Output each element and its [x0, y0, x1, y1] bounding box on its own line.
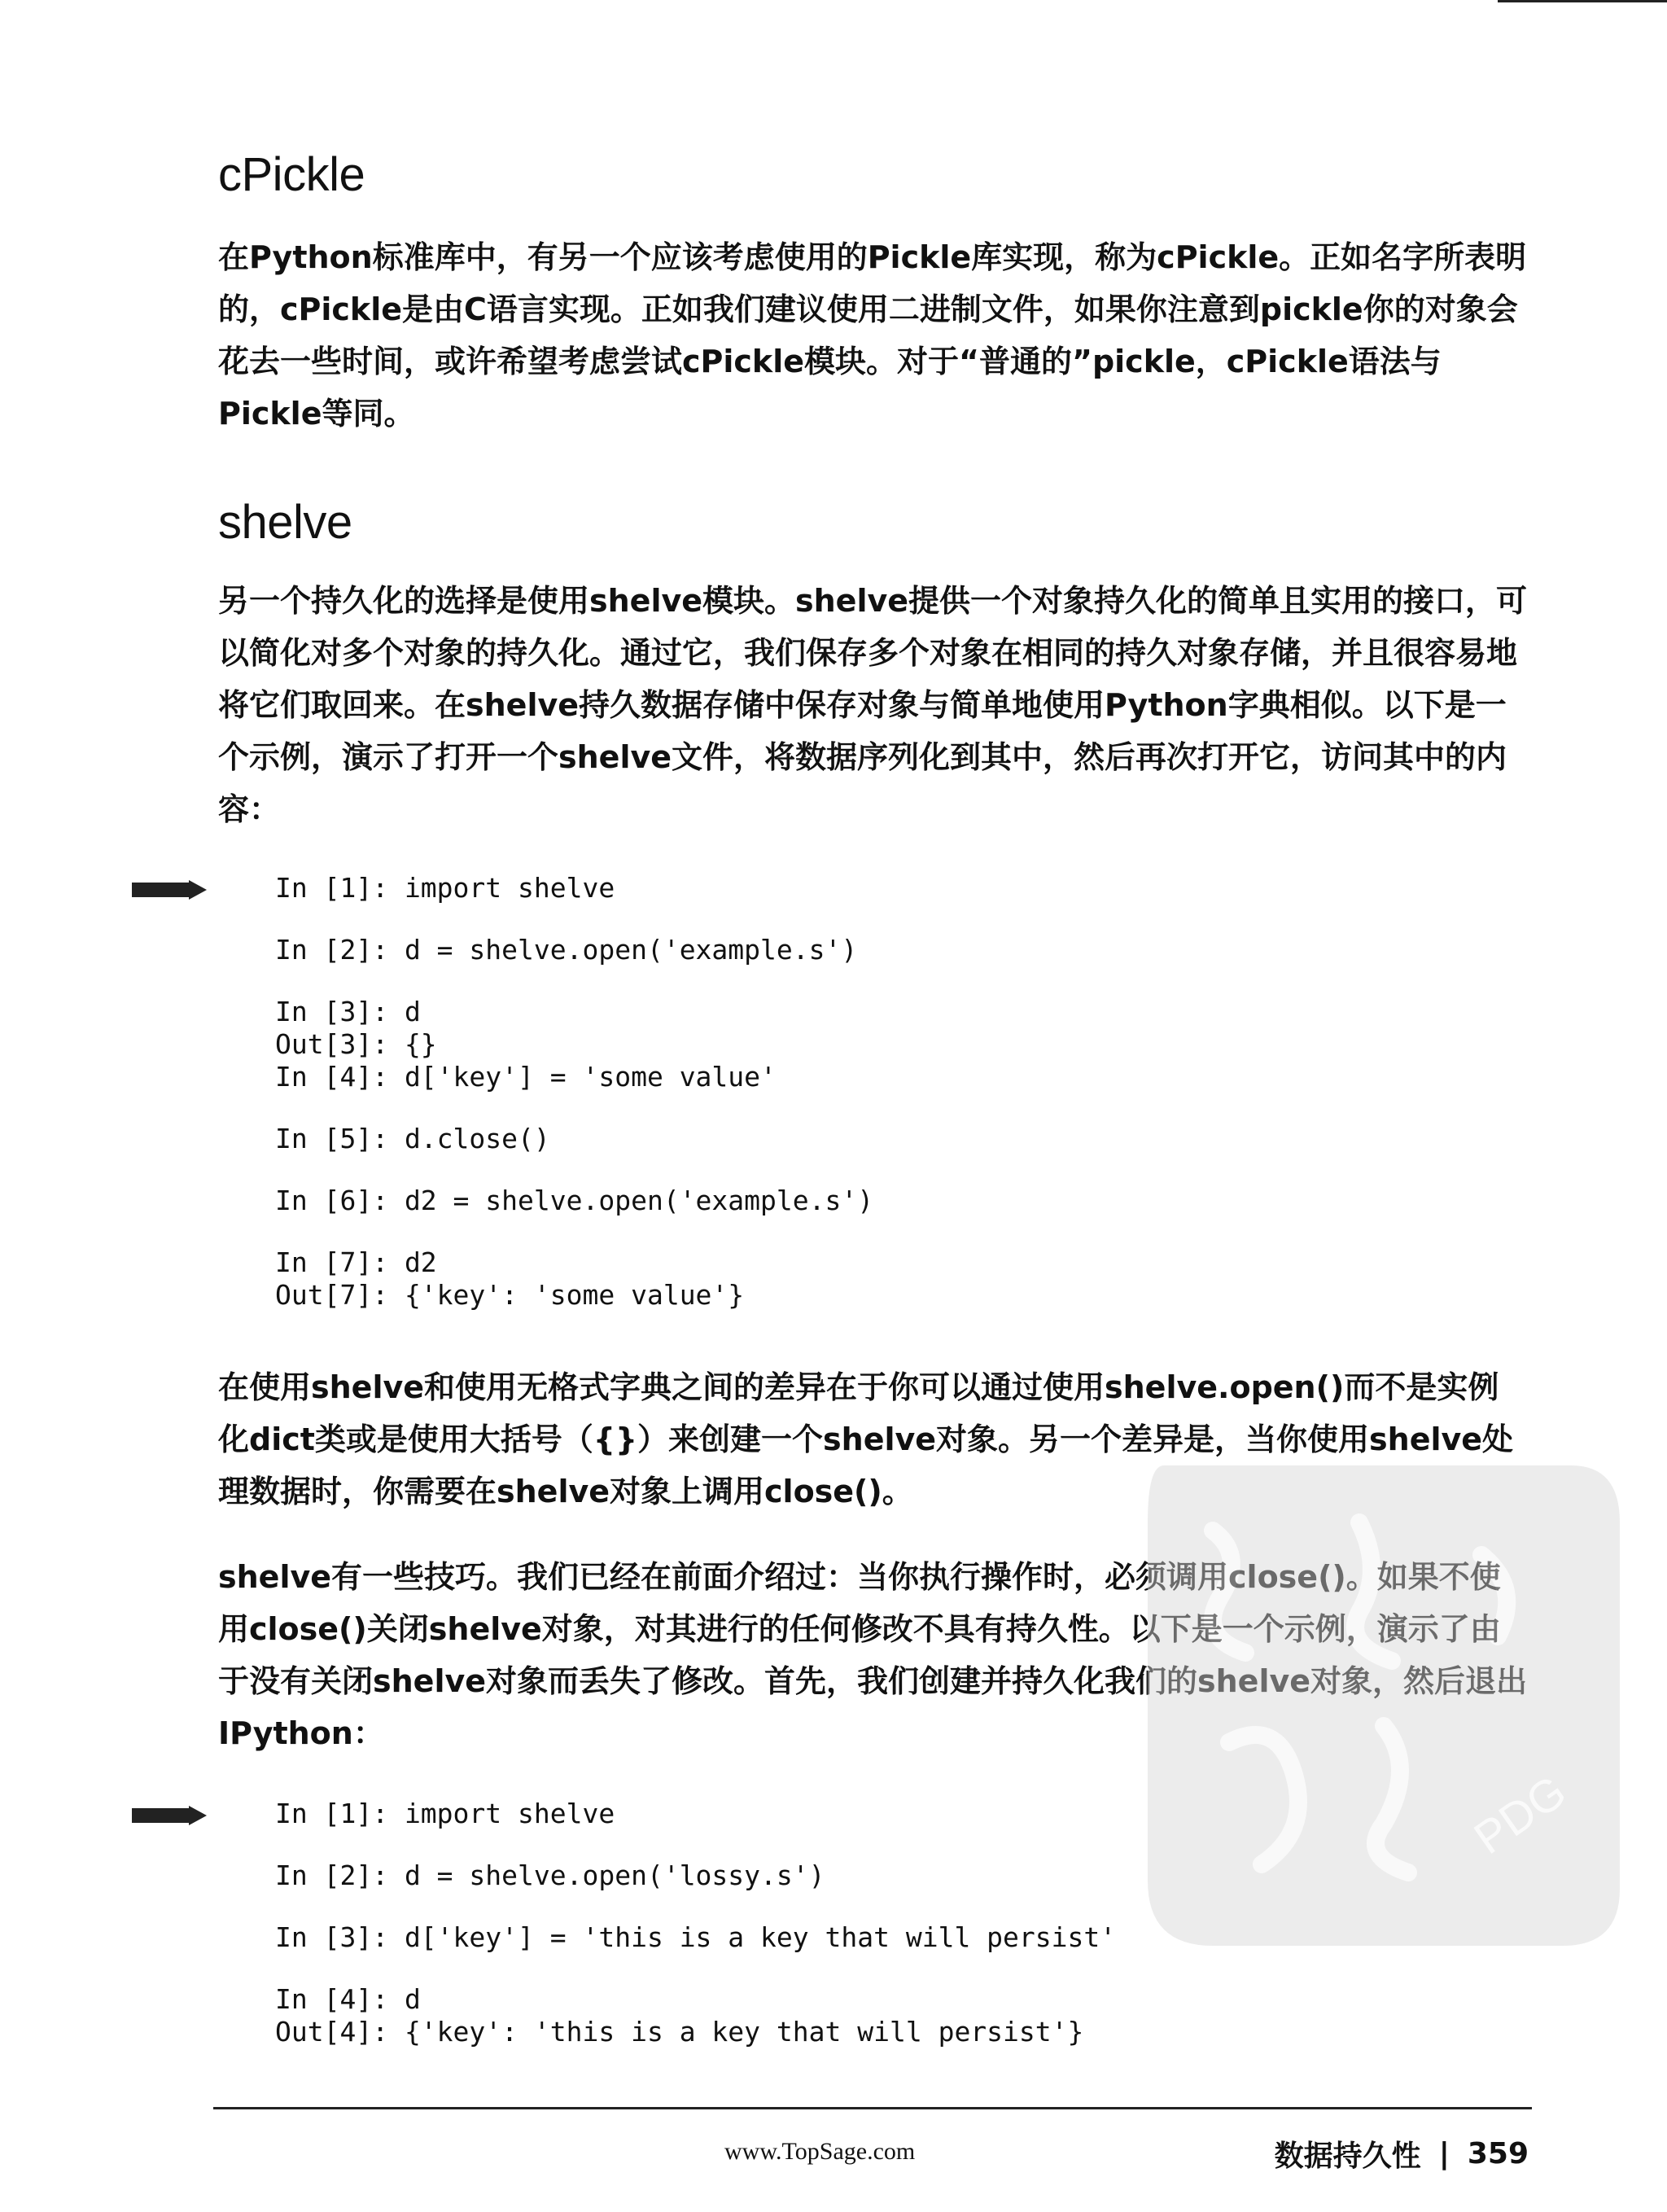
code-line	[275, 966, 873, 996]
code-line: In [4]: d['key'] = 'some value'	[275, 1061, 777, 1093]
code-line: Out[4]: {'key': 'this is a key that will persist'}	[275, 2016, 1084, 2048]
paragraph-cpickle-intro: 在Python标准库中，有另一个应该考虑使用的Pickle库实现，称为cPickle。正如名字所表明的，cPickle是由C语言实现。正如我们建议使用二进制文件，如果你注意到pickle你的对象会花去一些时间，或许希望考虑尝试cPickle模块。对于“普通的”pickle，cPickle语法与Pickle等同。	[218, 239, 1527, 431]
paragraph-shelve-vs-dict: 在使用shelve和使用无格式字典之间的差异在于你可以通过使用shelve.open()而不是实例化dict类或是使用大括号（{}）来创建一个shelve对象。另一个差异是，当你使用shelve处理数据时，你需要在shelve对象上调用close()。	[218, 1369, 1514, 1509]
code-line: In [2]: d = shelve.open('example.s')	[275, 934, 858, 966]
page-number: 359	[1467, 2137, 1529, 2170]
top-edge-rule	[1498, 0, 1667, 2]
code-line: In [1]: import shelve	[275, 1798, 615, 1829]
code-example-marker-icon	[132, 880, 207, 900]
code-line: In [7]: d2	[275, 1246, 437, 1278]
seal-watermark-label: PDG	[1464, 1764, 1576, 1864]
paragraph-shelve-close-tip: shelve有一些技巧。我们已经在前面介绍过：当你执行操作时，必须调用close()。如果不使用close()关闭shelve对象，对其进行的任何修改不具有持久性。以下是一个示例，演示了由于没有关闭shelve对象而丢失了修改。首先，我们创建并持久化我们的shelve对象，然后退出IPython：	[218, 1559, 1528, 1751]
footer-separator: |	[1438, 2137, 1450, 2170]
paragraph-shelve-intro: 另一个持久化的选择是使用shelve模块。shelve提供一个对象持久化的简单且实用的接口，可以简化对多个对象的持久化。通过它，我们保存多个对象在相同的持久对象存储，并且很容易地将它们取回来。在shelve持久数据存储中保存对象与简单地使用Python字典相似。以下是一个示例，演示了打开一个shelve文件，将数据序列化到其中，然后再次打开它，访问其中的内容：	[218, 583, 1528, 827]
code-line	[275, 1892, 1116, 1921]
code-line: In [3]: d	[275, 996, 421, 1027]
code-line	[275, 905, 873, 934]
code-block-example-shelve	[275, 872, 873, 1312]
code-example-marker-icon	[132, 1806, 207, 1825]
code-line	[275, 1830, 1116, 1859]
footer-url: www.TopSage.com	[724, 2138, 916, 2165]
footer-chapter-title: 数据持久性	[1274, 2140, 1421, 2173]
code-line	[275, 1217, 873, 1246]
code-line	[275, 1155, 873, 1185]
code-block-example-lossy	[275, 1798, 1116, 2048]
code-line: In [3]: d['key'] = 'this is a key that will persist'	[275, 1921, 1117, 1953]
code-line: In [4]: d	[275, 1983, 421, 2015]
code-line: In [5]: d.close()	[275, 1123, 550, 1154]
footer-page-info	[1275, 2133, 1529, 2175]
footer-rule	[213, 2107, 1532, 2109]
code-line: Out[7]: {'key': 'some value'}	[275, 1279, 745, 1311]
code-line: In [1]: import shelve	[275, 872, 615, 904]
section-heading-shelve: shelve	[218, 496, 352, 549]
code-line: In [2]: d = shelve.open('lossy.s')	[275, 1859, 825, 1891]
code-line	[275, 1954, 1116, 1983]
code-line	[275, 1093, 873, 1123]
code-line: Out[3]: {}	[275, 1028, 437, 1060]
section-heading-cpickle: cPickle	[218, 148, 365, 201]
code-line: In [6]: d2 = shelve.open('example.s')	[275, 1185, 874, 1216]
seal-watermark-icon	[1115, 1433, 1636, 1970]
